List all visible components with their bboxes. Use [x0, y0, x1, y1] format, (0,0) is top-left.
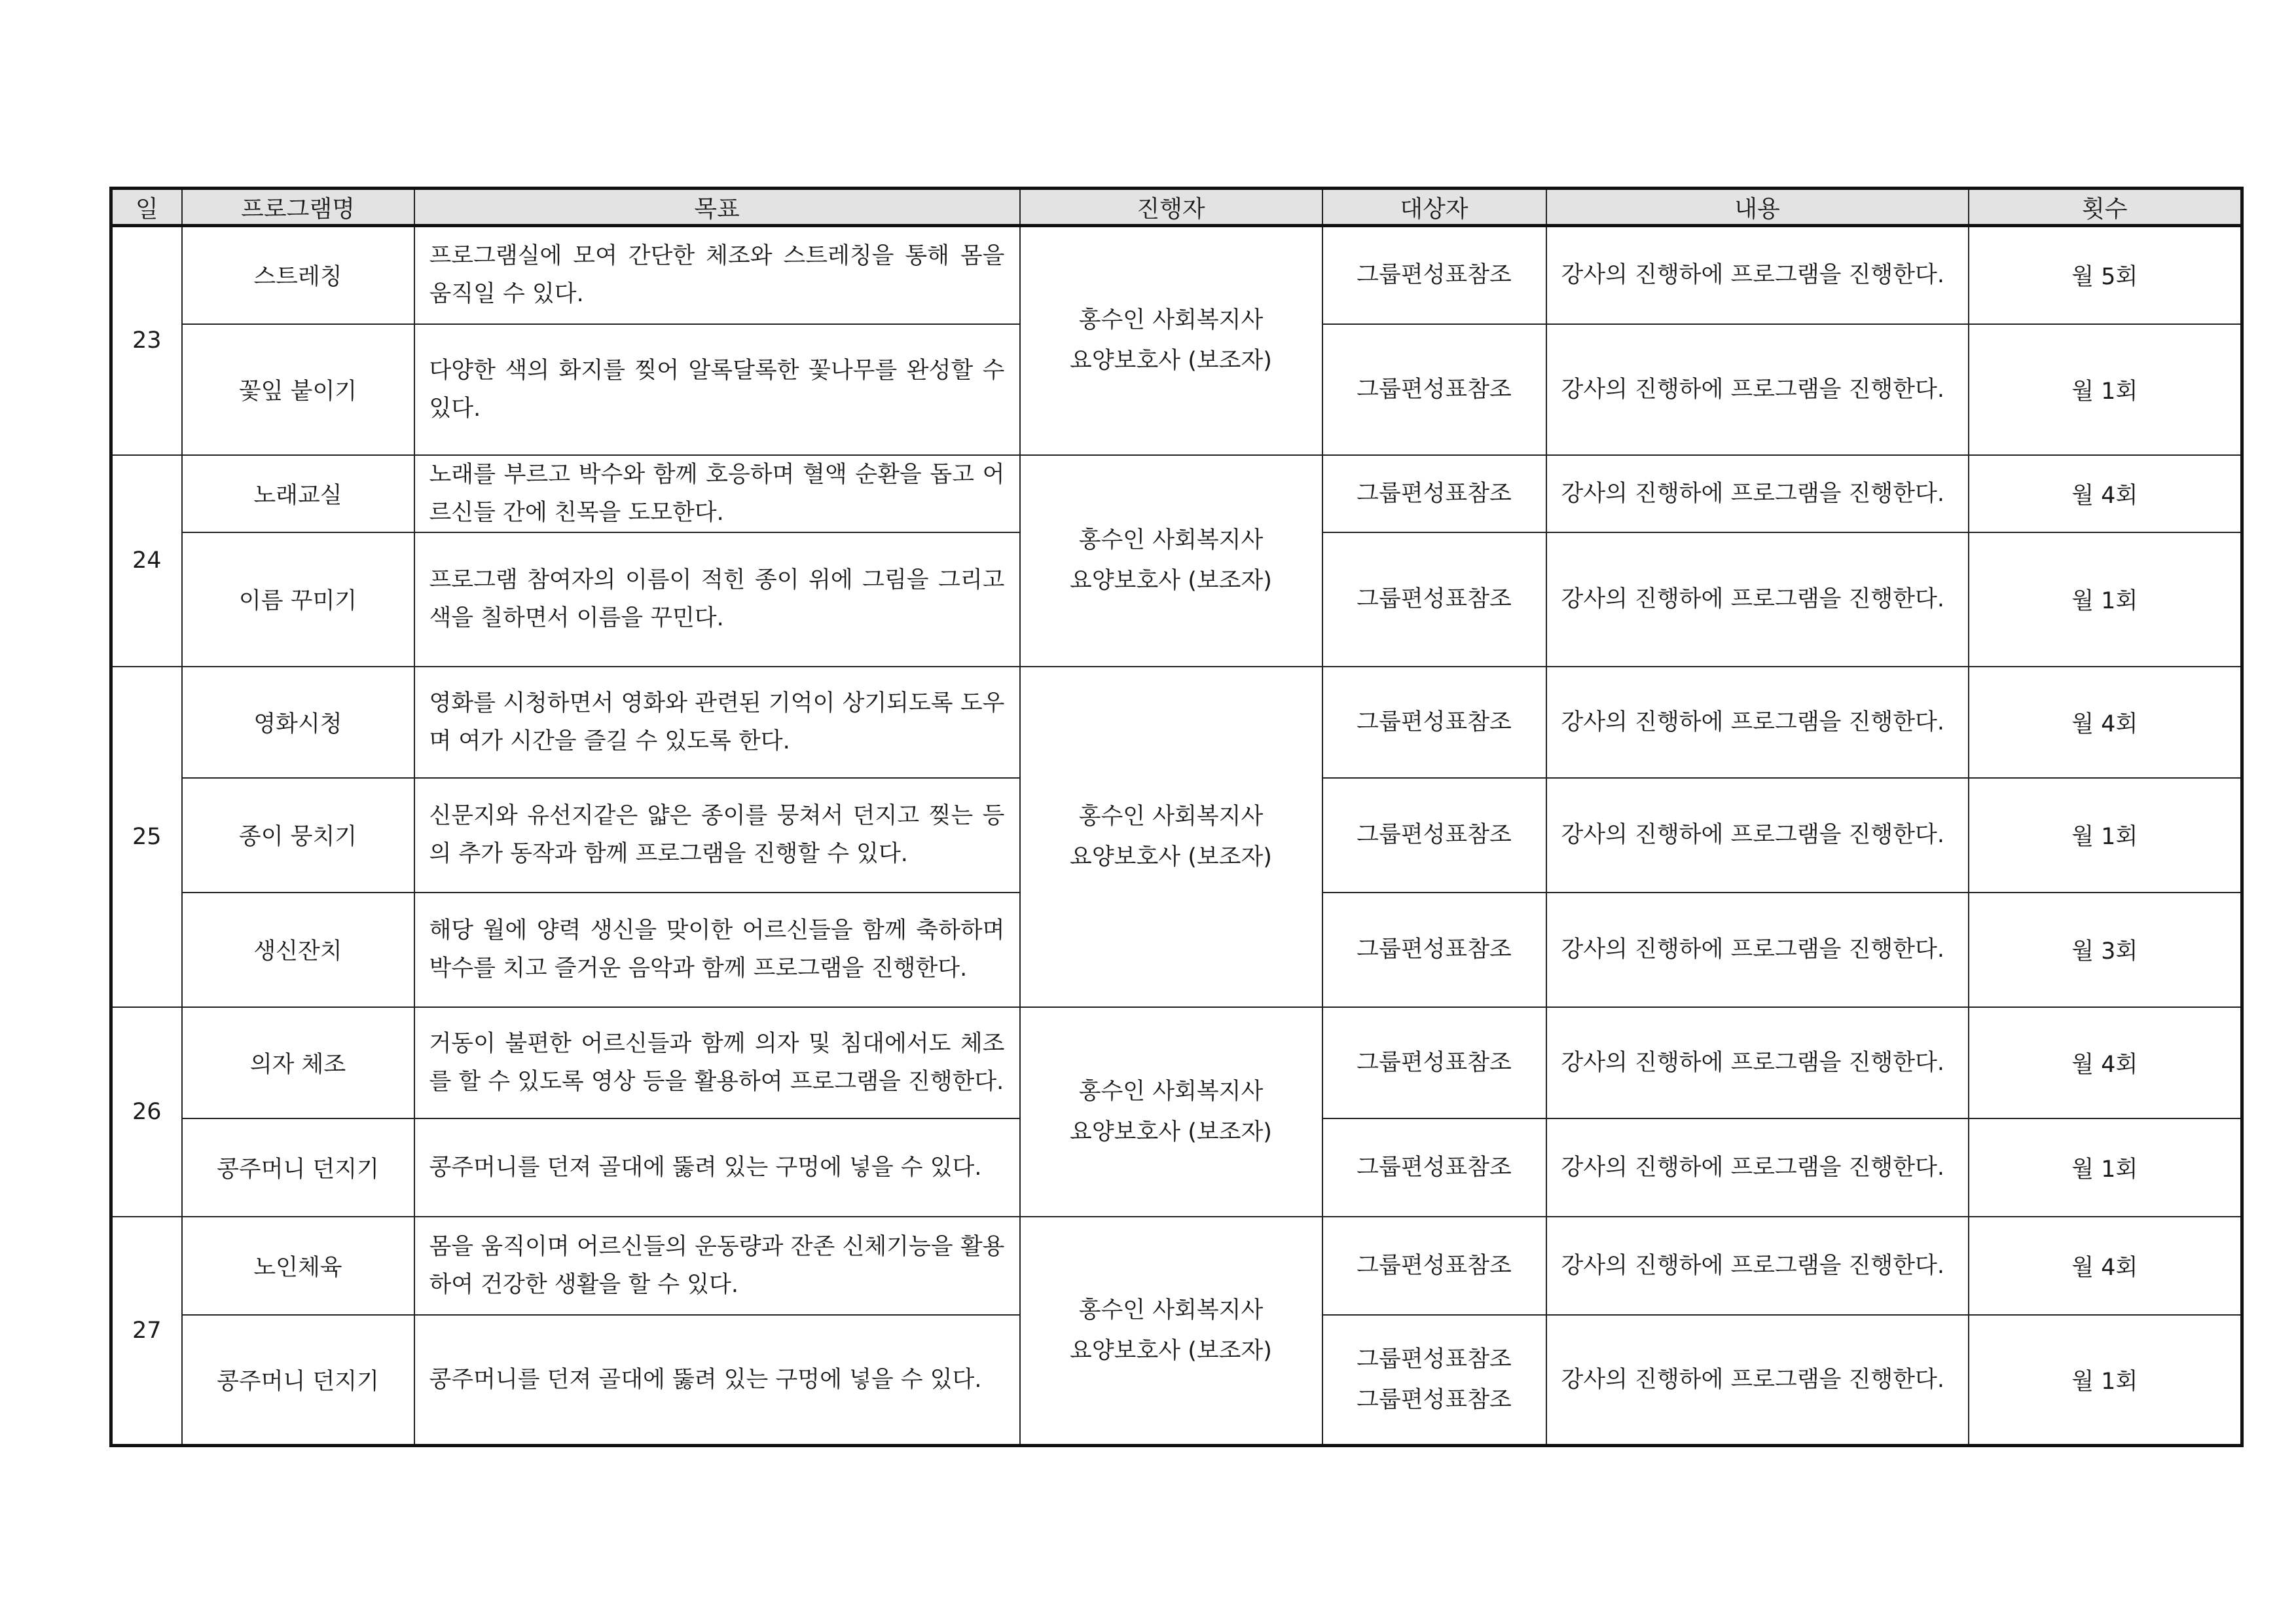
target-cell [1322, 532, 1546, 667]
target-line: 그룹편성표참조 [1357, 1252, 1512, 1279]
table-row [111, 455, 2242, 532]
program-name-cell: 노인체육 [182, 1217, 414, 1315]
content-cell: 강사의 진행하에 프로그램을 진행한다. [1546, 893, 1969, 1007]
program-name-cell: 콩주머니 던지기 [182, 1315, 414, 1446]
leader-cell [1020, 667, 1322, 1007]
leader-line: 홍수인 사회복지사 [1078, 527, 1264, 553]
goal-cell: 신문지와 유선지같은 얇은 종이를 뭉쳐서 던지고 찢는 등의 추가 동작과 함께 프로그램을 진행할 수 있다. [414, 778, 1020, 893]
goal-cell: 영화를 시청하면서 영화와 관련된 기억이 상기되도록 도우며 여가 시간을 즐길 수 있도록 한다. [414, 667, 1020, 778]
content-cell: 강사의 진행하에 프로그램을 진행한다. [1546, 1217, 1969, 1315]
target-line: 그룹편성표참조 [1357, 1154, 1512, 1181]
leader-line: 요양보호사 (보조자) [1070, 1118, 1272, 1145]
target-cell [1322, 1315, 1546, 1446]
count-cell: 월 4회 [1969, 455, 2242, 532]
program-name-cell: 꽃잎 붙이기 [182, 324, 414, 455]
leader-cell [1020, 1007, 1322, 1217]
header-program-name: 프로그램명 [182, 189, 414, 226]
table-body [111, 226, 2242, 1446]
content-cell: 강사의 진행하에 프로그램을 진행한다. [1546, 226, 1969, 324]
content-cell: 강사의 진행하에 프로그램을 진행한다. [1546, 667, 1969, 778]
content-cell: 강사의 진행하에 프로그램을 진행한다. [1546, 324, 1969, 455]
program-name-cell: 종이 뭉치기 [182, 778, 414, 893]
leader-cell [1020, 1217, 1322, 1446]
target-line: 그룹편성표참조 [1357, 1386, 1512, 1413]
program-name-cell: 영화시청 [182, 667, 414, 778]
goal-cell: 노래를 부르고 박수와 함께 호응하며 혈액 순환을 돕고 어르신들 간에 친목을 도모한다. [414, 455, 1020, 532]
goal-cell: 해당 월에 양력 생신을 맞이한 어르신들을 함께 축하하며 박수를 치고 즐거운 음악과 함께 프로그램을 진행한다. [414, 893, 1020, 1007]
day-cell: 26 [111, 1007, 182, 1217]
day-cell: 25 [111, 667, 182, 1007]
target-line: 그룹편성표참조 [1357, 262, 1512, 289]
count-cell: 월 1회 [1969, 778, 2242, 893]
goal-cell: 프로그램 참여자의 이름이 적힌 종이 위에 그림을 그리고 색을 칠하면서 이름을 꾸민다. [414, 532, 1020, 667]
target-cell [1322, 324, 1546, 455]
target-cell [1322, 455, 1546, 532]
day-cell: 27 [111, 1217, 182, 1446]
target-line: 그룹편성표참조 [1357, 709, 1512, 735]
program-name-cell: 노래교실 [182, 455, 414, 532]
target-line: 그룹편성표참조 [1357, 1346, 1512, 1373]
program-name-cell: 이름 꾸미기 [182, 532, 414, 667]
count-cell: 월 1회 [1969, 1118, 2242, 1217]
program-name-cell: 스트레칭 [182, 226, 414, 324]
count-cell: 월 5회 [1969, 226, 2242, 324]
target-line: 그룹편성표참조 [1357, 1049, 1512, 1076]
leader-line: 홍수인 사회복지사 [1078, 803, 1264, 830]
leader-line: 요양보호사 (보조자) [1070, 1337, 1272, 1364]
leader-line: 요양보호사 (보조자) [1070, 348, 1272, 375]
target-cell [1322, 226, 1546, 324]
day-cell: 23 [111, 226, 182, 455]
goal-cell: 콩주머니를 던져 골대에 뚫려 있는 구멍에 넣을 수 있다. [414, 1118, 1020, 1217]
count-cell: 월 4회 [1969, 667, 2242, 778]
leader-line: 요양보호사 (보조자) [1070, 843, 1272, 870]
program-name-cell: 콩주머니 던지기 [182, 1118, 414, 1217]
goal-cell: 콩주머니를 던져 골대에 뚫려 있는 구멍에 넣을 수 있다. [414, 1315, 1020, 1446]
leader-line: 홍수인 사회복지사 [1078, 1297, 1264, 1323]
target-cell [1322, 778, 1546, 893]
goal-cell: 다양한 색의 화지를 찢어 알록달록한 꽃나무를 완성할 수 있다. [414, 324, 1020, 455]
content-cell: 강사의 진행하에 프로그램을 진행한다. [1546, 532, 1969, 667]
target-line: 그룹편성표참조 [1357, 822, 1512, 848]
table-header-row [111, 189, 2242, 226]
target-line: 그룹편성표참조 [1357, 376, 1512, 403]
target-cell [1322, 1217, 1546, 1315]
content-cell: 강사의 진행하에 프로그램을 진행한다. [1546, 1007, 1969, 1118]
target-cell [1322, 1118, 1546, 1217]
leader-line: 요양보호사 (보조자) [1070, 568, 1272, 594]
count-cell: 월 4회 [1969, 1217, 2242, 1315]
leader-line: 홍수인 사회복지사 [1078, 1078, 1264, 1105]
table-row [111, 667, 2242, 778]
count-cell: 월 1회 [1969, 324, 2242, 455]
goal-cell: 몸을 움직이며 어르신들의 운동량과 잔존 신체기능을 활용하여 건강한 생활을 할 수 있다. [414, 1217, 1020, 1315]
goal-cell: 거동이 불편한 어르신들과 함께 의자 및 침대에서도 체조를 할 수 있도록 영상 등을 활용하여 프로그램을 진행한다. [414, 1007, 1020, 1118]
target-line: 그룹편성표참조 [1357, 586, 1512, 612]
target-line: 그룹편성표참조 [1357, 480, 1512, 507]
count-cell: 월 1회 [1969, 532, 2242, 667]
count-cell: 월 4회 [1969, 1007, 2242, 1118]
header-goal: 목표 [414, 189, 1020, 226]
count-cell: 월 3회 [1969, 893, 2242, 1007]
table-row [111, 1007, 2242, 1118]
header-content: 내용 [1546, 189, 1969, 226]
leader-line: 홍수인 사회복지사 [1078, 307, 1264, 334]
content-cell: 강사의 진행하에 프로그램을 진행한다. [1546, 778, 1969, 893]
goal-cell: 프로그램실에 모여 간단한 체조와 스트레칭을 통해 몸을 움직일 수 있다. [414, 226, 1020, 324]
table-row [111, 1217, 2242, 1315]
program-name-cell: 의자 체조 [182, 1007, 414, 1118]
leader-cell [1020, 226, 1322, 455]
target-cell [1322, 667, 1546, 778]
count-cell: 월 1회 [1969, 1315, 2242, 1446]
header-day: 일 [111, 189, 182, 226]
content-cell: 강사의 진행하에 프로그램을 진행한다. [1546, 1118, 1969, 1217]
header-target: 대상자 [1322, 189, 1546, 226]
program-name-cell: 생신잔치 [182, 893, 414, 1007]
program-schedule-table [109, 187, 2244, 1447]
header-leader: 진행자 [1020, 189, 1322, 226]
target-line: 그룹편성표참조 [1357, 936, 1512, 963]
header-count: 횟수 [1969, 189, 2242, 226]
content-cell: 강사의 진행하에 프로그램을 진행한다. [1546, 1315, 1969, 1446]
content-cell: 강사의 진행하에 프로그램을 진행한다. [1546, 455, 1969, 532]
target-cell [1322, 1007, 1546, 1118]
leader-cell [1020, 455, 1322, 667]
day-cell: 24 [111, 455, 182, 667]
table-row [111, 226, 2242, 324]
target-cell [1322, 893, 1546, 1007]
